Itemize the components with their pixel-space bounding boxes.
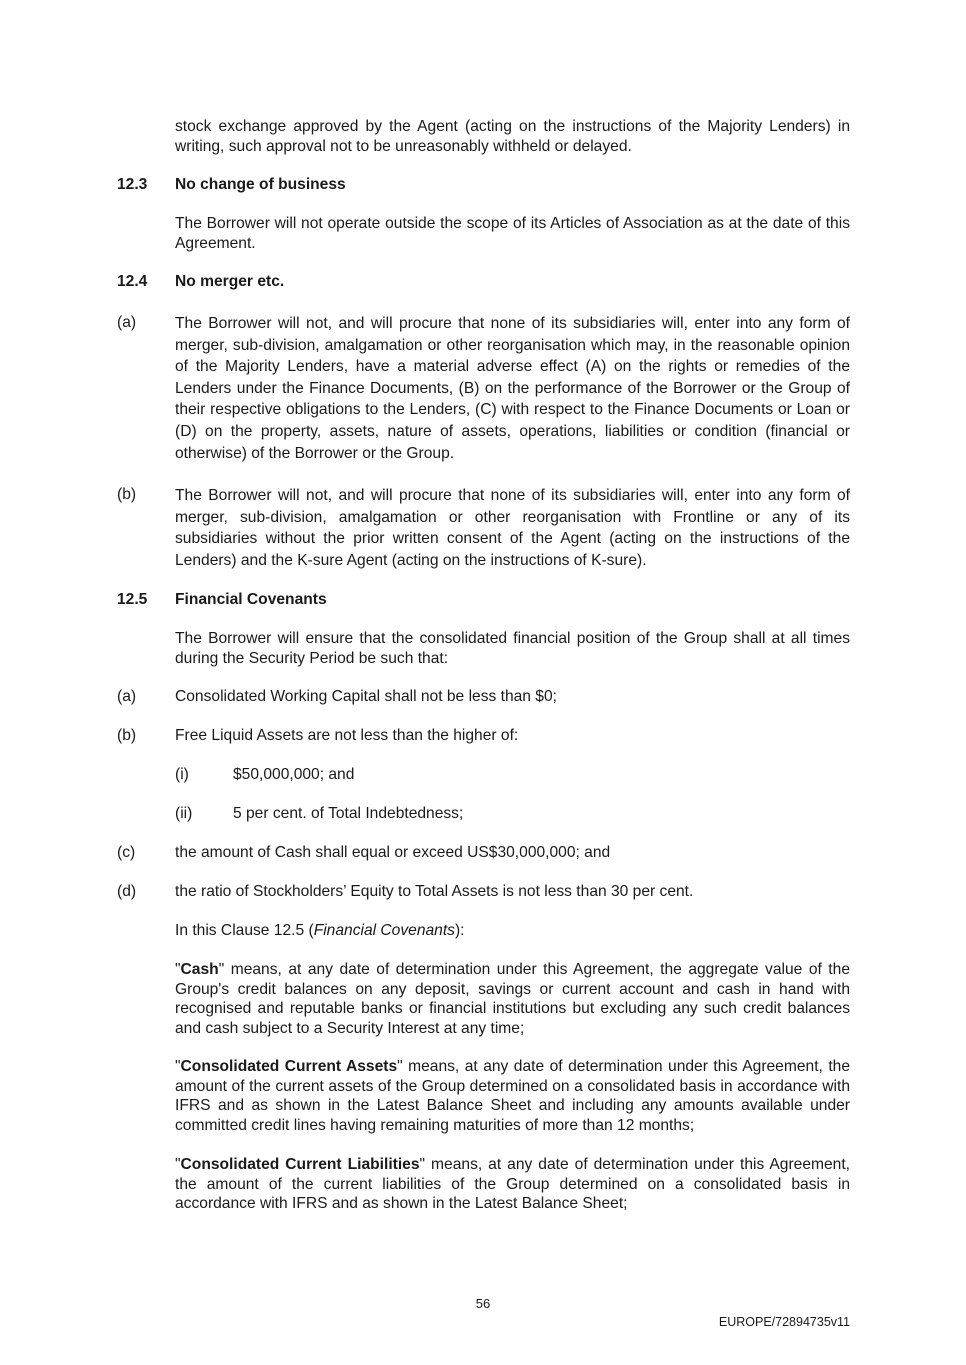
clause-12-4-b-label: (b) [117,486,137,503]
definition-term-cash: Cash [180,961,219,978]
clause-12-4-a-label: (a) [117,314,137,331]
section-number-12-5: 12.5 [117,591,148,608]
section-heading-12-4: No merger etc. [175,273,285,290]
section-heading-12-5: Financial Covenants [175,591,327,608]
document-reference: EUROPE/72894735v11 [718,1315,850,1329]
clause-12-4-b-text: The Borrower will not, and will procure that none of its subsidiaries will, enter into any form of merger, sub-division, amalgamation or other reorganisation with Frontline or any of its subsidiaries without the prior written consent of the Agent (acting on the instructions of the Lenders) and the K-sure Agent (acting on the instructions of K-sure). [175,487,850,569]
clause-12-4-a-text: The Borrower will not, and will procure that none of its subsidiaries will, enter into any form of merger, sub-division, amalgamation or other reorganisation which may, in the reasonable opinion of the Majority Lenders, have a material adverse effect (A) on the rights or remedies of the Lenders under the Finance Documents, (B) on the performance of the Borrower or the Group of their respective obligations to the Lenders, (C) with respect to the Finance Documents or Loan or (D) on the property, assets, nature of assets, operations, liabilities or condition (financial or otherwise) of the Borrower or the Group. [175,315,850,462]
clause-12-5-b-i-label: (i) [175,766,189,783]
clause-title-italic: Financial Covenants [313,922,455,939]
section-number-12-3: 12.3 [117,176,148,193]
page-number: 56 [475,1296,491,1311]
definition-consolidated-current-assets: "Consolidated Current Assets" means, at any date of determination under this Agreement, the amount of the current assets of the Group determined on a consolidated basis in accordance with IFRS and as shown in the Latest Balance Sheet and including any amounts available under committed credit lines having remaining maturities of more than 12 months; [175,1058,850,1134]
definition-term-consolidated-current-liabilities: Consolidated Current Liabilities [180,1156,420,1173]
clause-12-5-a-label: (a) [117,688,137,705]
clause-12-5-b-label: (b) [117,727,137,744]
clause-12-5-a-text: Consolidated Working Capital shall not be less than $0; [175,688,557,705]
clause-12-5-b-ii-text: 5 per cent. of Total Indebtedness; [233,805,464,822]
clause-12-5-b-text: Free Liquid Assets are not less than the higher of: [175,727,519,744]
clause-12-5-d-text: the ratio of Stockholders’ Equity to Total Assets is not less than 30 per cent. [175,883,694,900]
clause-12-5-b-i-text: $50,000,000; and [233,766,355,783]
definition-consolidated-current-liabilities: "Consolidated Current Liabilities" means, at any date of determination under this Agreement, the amount of the current liabilities of the Group determined on a consolidated basis in accordance with IFRS and as shown in the Latest Balance Sheet; [175,1156,850,1212]
section-heading-12-3: No change of business [175,176,346,193]
clause-12-5-c-label: (c) [117,844,136,861]
intro-paragraph: stock exchange approved by the Agent (acting on the instructions of the Majority Lenders) in writing, such approval not to be unreasonably withheld or delayed. [175,118,850,155]
definition-term-consolidated-current-assets: Consolidated Current Assets [180,1058,398,1075]
section-12-3-text: The Borrower will not operate outside the scope of its Articles of Association as at the date of this Agreement. [175,215,850,252]
section-number-12-4: 12.4 [117,273,148,290]
clause-12-5-b-ii-label: (ii) [175,805,193,822]
section-12-5-intro: The Borrower will ensure that the consolidated financial position of the Group shall at all times during the Security Period be such that: [175,630,850,667]
clause-12-5-d-label: (d) [117,883,137,900]
clause-reference: In this Clause 12.5 (Financial Covenants): [175,922,465,939]
definition-cash: "Cash" means, at any date of determination under this Agreement, the aggregate value of the Group's credit balances on any deposit, savings or current account and cash in hand with recognised and reputable banks or financial institutions but excluding any such credit balances and cash subject to a Security Interest at any time; [175,961,850,1037]
clause-12-5-c-text: the amount of Cash shall equal or exceed US$30,000,000; and [175,844,611,861]
